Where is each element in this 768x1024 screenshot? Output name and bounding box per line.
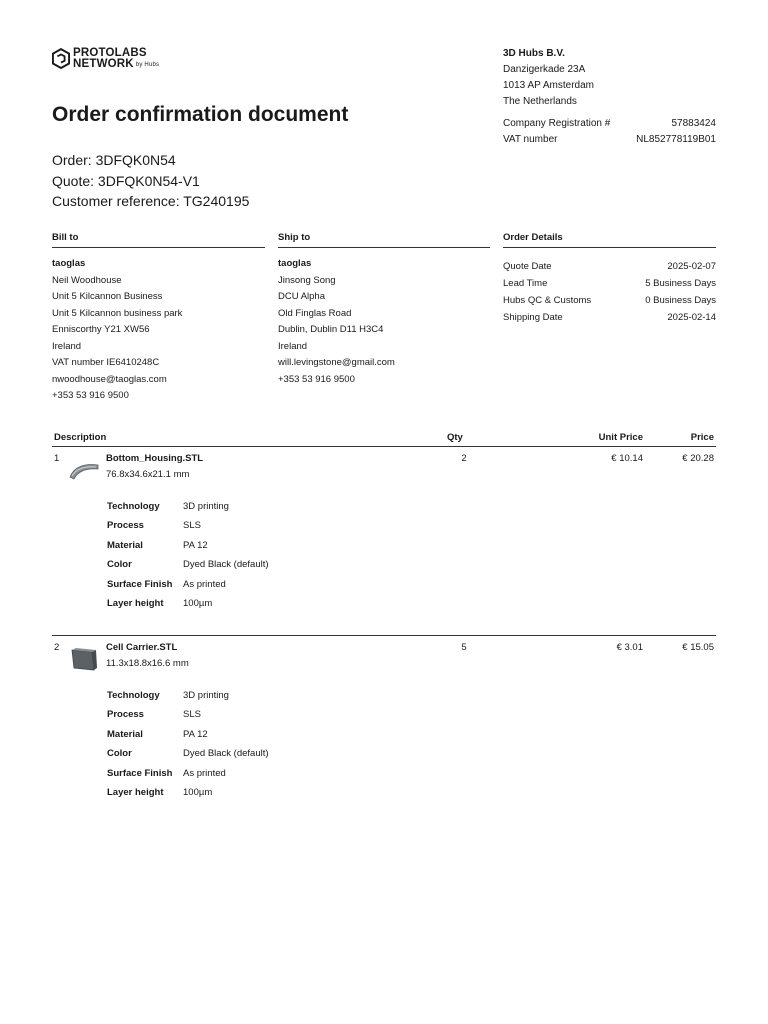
order-detail-value: 5 Business Days: [645, 278, 716, 289]
property-value: 100µm: [183, 597, 213, 609]
company-vat-label: VAT number: [503, 134, 558, 145]
ship-to-email: will.levingstone@gmail.com: [278, 357, 395, 368]
ship-to-line: taoglas: [278, 258, 312, 269]
bill-to-line: Neil Woodhouse: [52, 274, 122, 286]
ship-to-line: Dublin, Dublin D11 H3C4: [278, 324, 384, 335]
ship-to-line: Jinsong Song: [278, 274, 336, 286]
property-label: Color: [107, 559, 132, 571]
ship-to-line: DCU Alpha: [278, 291, 325, 302]
bill-to-line: Unit 5 Kilcannon Business: [52, 291, 163, 302]
property-label: Technology: [107, 501, 160, 512]
table-row: [52, 642, 716, 812]
property-label: Color: [107, 748, 132, 760]
property-value: 3D printing: [183, 501, 229, 512]
order-identifiers: [52, 150, 249, 212]
bill-to-heading: Bill to: [52, 232, 265, 248]
logo-by: by Hubs: [135, 62, 160, 68]
bill-to-line: Enniscorthy Y21 XW56: [52, 324, 150, 335]
ship-to-line: Ireland: [278, 340, 308, 352]
property-label: Material: [107, 539, 143, 551]
item-qty: 5: [461, 642, 467, 653]
bill-to-line: VAT number IE6410248C: [52, 357, 160, 368]
order-detail-row: [503, 292, 716, 309]
property-label: Process: [107, 709, 144, 721]
ship-to-heading: Ship to: [278, 232, 490, 248]
item-price: € 15.05: [682, 642, 714, 653]
company-vat-row: [503, 132, 716, 148]
order-details-section: [503, 232, 716, 326]
part-thumbnail-icon: [68, 646, 100, 672]
property-label: Material: [107, 728, 143, 740]
company-registration-value: 57883424: [671, 118, 716, 129]
property-value: Dyed Black (default): [183, 559, 269, 571]
company-country: The Netherlands: [503, 96, 577, 107]
company-registration-row: [503, 116, 716, 132]
property-row: [107, 709, 269, 728]
part-thumbnail-icon: [68, 457, 100, 483]
property-row: [107, 729, 269, 748]
property-row: [107, 579, 269, 598]
company-street: Danzigerkade 23A: [503, 64, 586, 75]
order-detail-label: Shipping Date: [503, 312, 563, 323]
page-title: Order confirmation document: [52, 103, 349, 126]
row-divider: [52, 635, 716, 636]
logo-line-2: NETWORK: [73, 58, 134, 70]
item-file-name: Cell Carrier.STL: [106, 642, 178, 653]
logo-line-1: PROTOLABS: [73, 47, 147, 59]
item-dimensions: 11.3x18.8x16.6 mm: [106, 658, 189, 669]
logo-wordmark: [73, 48, 159, 71]
order-number: Order: 3DFQK0N54: [52, 152, 176, 168]
property-row: [107, 540, 269, 559]
order-detail-label: Quote Date: [503, 261, 552, 272]
order-detail-row: [503, 258, 716, 275]
bill-to-line: taoglas: [52, 258, 86, 269]
item-properties: [107, 501, 269, 617]
item-number: 2: [54, 642, 60, 653]
order-detail-row: [503, 275, 716, 292]
property-row: [107, 768, 269, 787]
company-name: 3D Hubs B.V.: [503, 48, 565, 59]
items-table-header: [52, 432, 716, 447]
property-value: 100µm: [183, 786, 213, 798]
company-registration-label: Company Registration #: [503, 118, 611, 129]
ship-to-phone: +353 53 916 9500: [278, 373, 355, 385]
property-row: [107, 598, 269, 617]
order-detail-value: 2025-02-07: [667, 261, 716, 272]
customer-reference: Customer reference: TG240195: [52, 193, 250, 209]
order-detail-value: 0 Business Days: [645, 295, 716, 306]
bill-to-line: Unit 5 Kilcannon business park: [52, 307, 183, 319]
property-label: Surface Finish: [107, 767, 173, 779]
quote-number: Quote: 3DFQK0N54-V1: [52, 172, 200, 189]
property-row: [107, 748, 269, 767]
order-detail-label: Hubs QC & Customs: [503, 295, 592, 306]
order-details-heading: Order Details: [503, 232, 716, 248]
company-city: 1013 AP Amsterdam: [503, 80, 594, 91]
bill-to-email: nwoodhouse@taoglas.com: [52, 373, 167, 385]
item-qty: 2: [461, 453, 467, 464]
property-value: SLS: [183, 709, 201, 721]
property-value: SLS: [183, 520, 201, 532]
bill-to-section: [52, 232, 265, 405]
order-detail-row: [503, 309, 716, 326]
order-detail-value: 2025-02-14: [667, 312, 716, 323]
property-row: [107, 787, 269, 806]
header-qty: Qty: [447, 432, 463, 443]
property-value: Dyed Black (default): [183, 748, 269, 760]
protolabs-logo-icon: [52, 48, 70, 70]
ship-to-line: Old Finglas Road: [278, 307, 352, 319]
header-description: Description: [54, 432, 107, 443]
item-file-name: Bottom_Housing.STL: [106, 453, 204, 464]
table-row: [52, 453, 716, 623]
property-value: PA 12: [183, 728, 208, 740]
property-row: [107, 690, 269, 709]
bill-to-phone: +353 53 916 9500: [52, 390, 129, 401]
order-detail-label: Lead Time: [503, 278, 548, 289]
item-price: € 20.28: [682, 453, 714, 464]
company-info: [503, 46, 716, 148]
ship-to-section: [278, 232, 490, 388]
header-price: Price: [690, 432, 714, 443]
property-row: [107, 520, 269, 539]
property-label: Layer height: [107, 786, 164, 798]
item-dimensions: 76.8x34.6x21.1 mm: [106, 469, 190, 480]
header-unit-price: Unit Price: [598, 432, 643, 443]
property-row: [107, 559, 269, 578]
property-row: [107, 501, 269, 520]
property-label: Technology: [107, 690, 160, 701]
item-properties: [107, 690, 269, 806]
item-unit-price: € 10.14: [611, 453, 643, 464]
property-label: Surface Finish: [107, 578, 173, 590]
property-value: PA 12: [183, 539, 208, 551]
property-label: Layer height: [107, 597, 164, 609]
property-value: As printed: [183, 578, 226, 590]
property-label: Process: [107, 520, 144, 532]
company-vat-value: NL852778119B01: [636, 134, 716, 145]
item-number: 1: [54, 453, 60, 464]
bill-to-line: Ireland: [52, 340, 82, 352]
item-unit-price: € 3.01: [616, 642, 643, 653]
property-value: 3D printing: [183, 690, 229, 701]
property-value: As printed: [183, 767, 226, 779]
